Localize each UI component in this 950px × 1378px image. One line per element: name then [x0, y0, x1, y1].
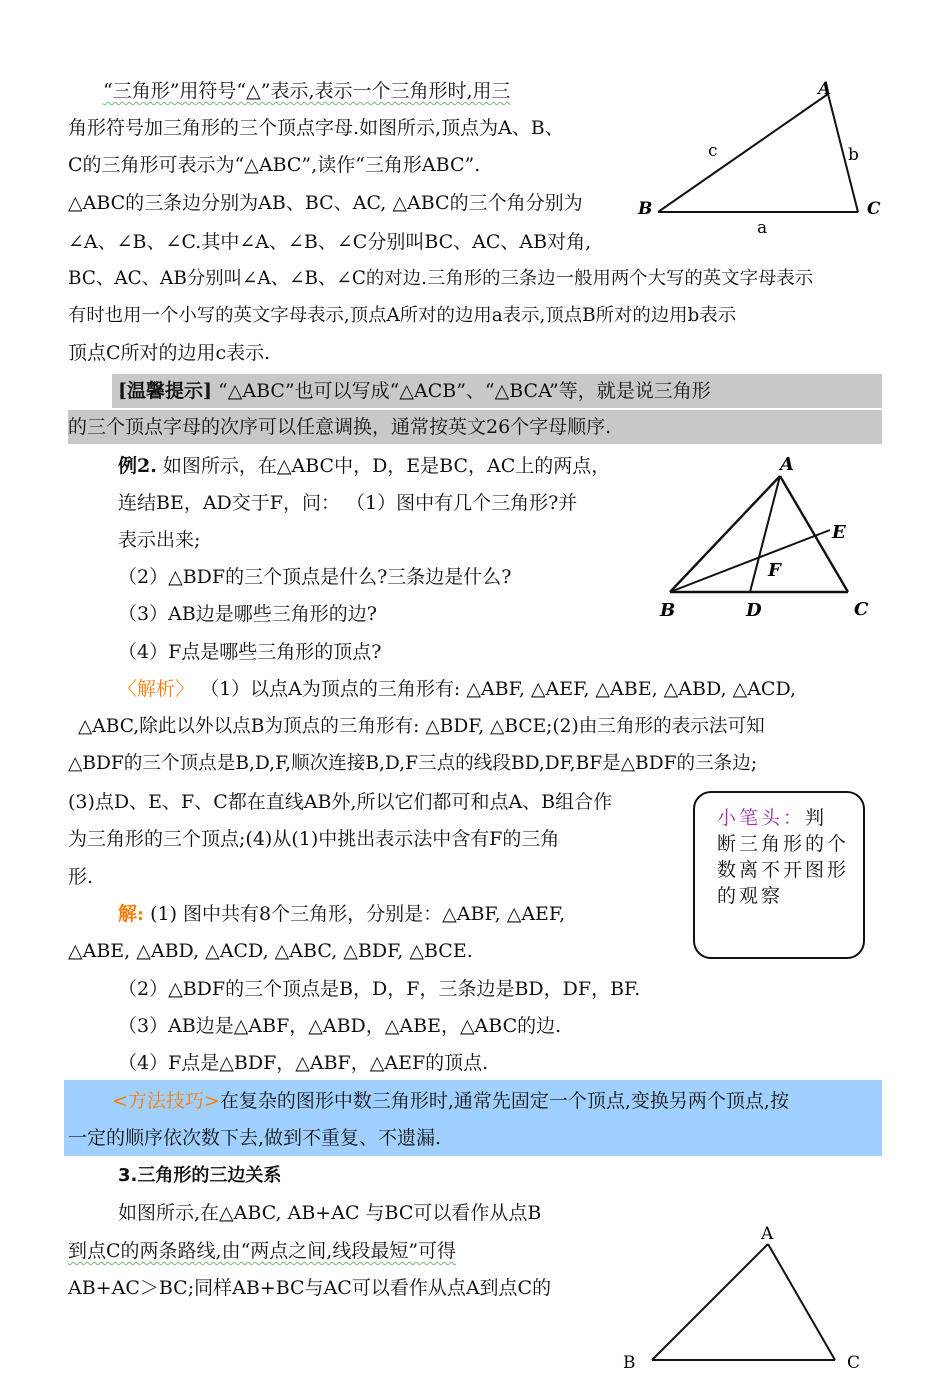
- section3-line-2: 到点C的两条路线,由“两点之间,线段最短”可得: [68, 1240, 457, 1262]
- note-text: 判断三角形的个数离不开图形的观察: [717, 807, 850, 907]
- example-line-3: 表示出来;: [118, 529, 201, 551]
- tip-line-2: 的三个顶点字母的次序可以任意调换，通常按英文26个字母顺序.: [68, 416, 612, 438]
- solution-line-3: （2）△BDF的三个顶点是B，D，F，三条边是BD，DF，BF.: [118, 978, 641, 1000]
- method-label: <方法技巧>: [112, 1090, 220, 1112]
- analysis-line-5: 为三角形的三个顶点;(4)从(1)中挑出表示法中含有F的三角: [68, 828, 560, 850]
- example-line-2: 连结BE，AD交于F，问： （1）图中有几个三角形?并: [118, 492, 578, 514]
- fig2-point-d: D: [746, 600, 762, 621]
- analysis-line-1: [118, 676, 796, 702]
- intro-line-6: BC、AC、AB分别叫∠A、∠B、∠C的对边.三角形的三条边一般用两个大写的英文字母表示: [68, 268, 814, 289]
- intro-line-8: 顶点C所对的边用c表示.: [68, 342, 271, 364]
- tip-line-1: [118, 378, 711, 404]
- analysis-text-1: （1）以点A为顶点的三角形有: △ABF, △AEF, △ABE, △ABD, △ACD,: [200, 678, 797, 700]
- section3-line-1: 如图所示,在△ABC, AB+AC 与BC可以看作从点B: [118, 1202, 542, 1224]
- analysis-line-2: △ABC,除此以外以点B为顶点的三角形有: △BDF, △BCE;(2)由三角形的表示法可知: [78, 716, 765, 737]
- fig2-point-f: F: [768, 560, 781, 581]
- solution-line-2: △ABE, △ABD, △ACD, △ABC, △BDF, △BCE.: [68, 940, 473, 962]
- method-line-2: 一定的顺序依次数下去,做到不重复、不遗漏.: [68, 1127, 442, 1149]
- example-question-3: （3）AB边是哪些三角形的边?: [118, 603, 377, 625]
- figure-triangle-abc-2: [615, 1220, 885, 1378]
- fig1-vertex-a: A: [818, 79, 832, 99]
- solution-label: 解:: [118, 903, 145, 925]
- analysis-label: 〈解析〉: [118, 678, 195, 700]
- analysis-line-3: △BDF的三个顶点是B,D,F,顺次连接B,D,F三点的线段BD,DF,BF是△BDF的三条边;: [68, 753, 758, 774]
- tip-label: [温馨提示]: [118, 380, 212, 402]
- intro-line-1: “三角形”用符号“△”表示,表示一个三角形时,用三: [103, 80, 511, 102]
- solution-text-1: (1) 图中共有8个三角形，分别是：△ABF, △AEF,: [150, 903, 566, 925]
- example-question-4: （4）F点是哪些三角形的顶点?: [118, 641, 382, 663]
- fig3-vertex-c: C: [847, 1353, 861, 1373]
- fig2-vertex-a: A: [780, 454, 794, 475]
- intro-line-4: △ABC的三条边分别为AB、BC、AC, △ABC的三个角分别为: [68, 192, 583, 214]
- fig1-side-c: c: [708, 141, 718, 161]
- figure-triangle-de: [650, 450, 890, 630]
- fig3-vertex-a: A: [761, 1224, 774, 1244]
- fig1-side-a: a: [757, 218, 768, 238]
- example-label: 例2.: [118, 455, 157, 477]
- analysis-line-6: 形.: [68, 866, 94, 888]
- solution-line-4: （3）AB边是△ABF，△ABD，△ABE，△ABC的边.: [118, 1015, 562, 1037]
- method-text-1: 在复杂的图形中数三角形时,通常先固定一个顶点,变换另两个顶点,按: [219, 1090, 789, 1112]
- fig1-vertex-c: C: [867, 199, 881, 219]
- fig2-vertex-c: C: [854, 599, 869, 620]
- section3-line-3: AB+AC＞BC;同样AB+BC与AC可以看作从点A到点C的: [68, 1277, 552, 1299]
- fig1-side-b: b: [848, 145, 859, 165]
- section3-title: 3.三角形的三边关系: [118, 1165, 282, 1186]
- intro-line-2: 角形符号加三角形的三个顶点字母.如图所示,顶点为A、B、: [68, 117, 564, 139]
- intro-line-5: ∠A、∠B、∠C.其中∠A、∠B、∠C分别叫BC、AC、AB对角,: [68, 231, 592, 253]
- example-line-1: [118, 453, 610, 479]
- note-box: [693, 791, 865, 959]
- example-text-1: 如图所示，在△ABC中，D，E是BC，AC上的两点，: [162, 455, 611, 477]
- fig3-vertex-b: B: [623, 1353, 636, 1373]
- example-question-2: （2）△BDF的三个顶点是什么?三条边是什么?: [118, 566, 512, 588]
- intro-line-7: 有时也用一个小写的英文字母表示,顶点A所对的边用a表示,顶点B所对的边用b表示: [68, 305, 737, 326]
- tip-text-1: “△ABC”也可以写成“△ACB”、“△BCA”等，就是说三角形: [218, 380, 711, 402]
- fig2-vertex-b: B: [660, 600, 676, 621]
- note-label: 小笔头：: [717, 807, 806, 829]
- analysis-line-4: (3)点D、E、F、C都在直线AB外,所以它们都可和点A、B组合作: [68, 791, 613, 813]
- figure-triangle-abc: [630, 78, 890, 238]
- fig1-vertex-b: B: [638, 199, 653, 219]
- intro-line-3: C的三角形可表示为“△ABC”,读作“三角形ABC”.: [68, 154, 481, 176]
- solution-line-5: （4）F点是△BDF，△ABF，△AEF的顶点.: [118, 1052, 489, 1074]
- fig2-point-e: E: [832, 522, 846, 543]
- method-line-1: [112, 1088, 789, 1114]
- solution-line-1: [118, 901, 565, 927]
